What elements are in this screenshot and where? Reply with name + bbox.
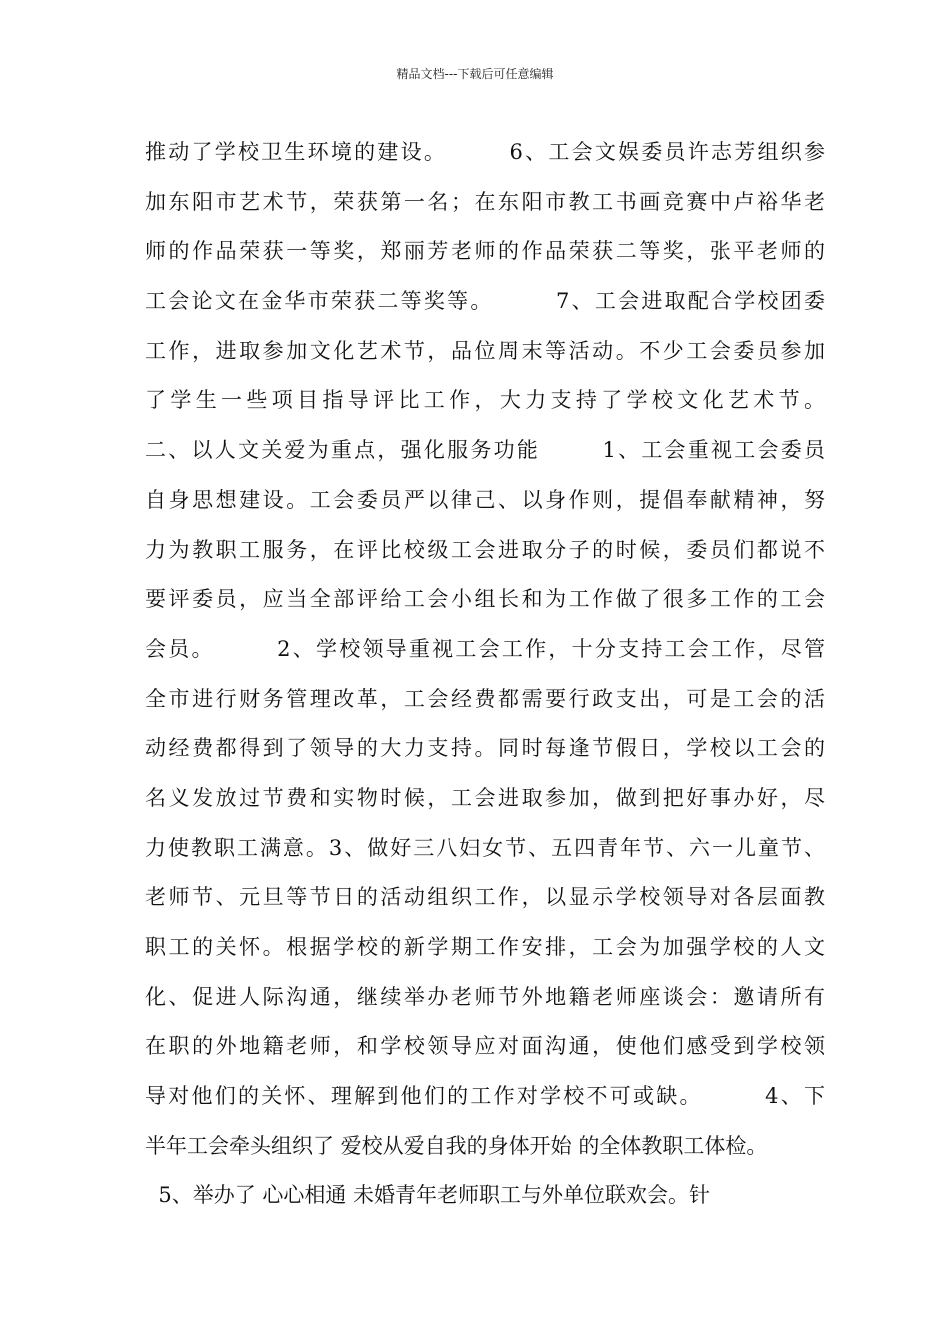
text-line: 5、举办了 心心相通 未婚青年老师职工与外单位联欢会。针: [145, 1183, 711, 1208]
text-line: 职工的关怀。根据学校的新学期工作安排，工会为加强学校的人文: [145, 935, 825, 959]
text-line: 在职的外地籍老师，和学校领导应对面沟通，使他们感受到学校领: [145, 1034, 825, 1059]
text-line: 会员。 2、学校领导重视工会工作，十分支持工会工作，尽管: [145, 636, 825, 661]
text-line: 工作，进取参加文化艺术节，品位周末等活动。不少工会委员参加: [145, 338, 825, 363]
text-line: 推动了学校卫生环境的建设。 6、工会文娱委员许志芳组织参: [145, 140, 825, 164]
text-line: 动经费都得到了领导的大力支持。同时每逢节假日，学校以工会的: [145, 736, 825, 761]
text-line: 了学生一些项目指导评比工作，大力支持了学校文化艺术节。: [145, 388, 825, 413]
text-line: 加东阳市艺术节，荣获第一名；在东阳市教工书画竞赛中卢裕华老: [145, 189, 825, 214]
text-line: 导对他们的关怀、理解到他们的工作对学校不可或缺。 4、下: [145, 1084, 825, 1109]
text-line: 半年工会牵头组织了 爱校从爱自我的身体开始 的全体教职工体检。: [145, 1133, 768, 1158]
text-line: 力为教职工服务，在评比校级工会进取分子的时候，委员们都说不: [145, 537, 825, 562]
text-line: 力使教职工满意。3、做好三八妇女节、五四青年节、六一儿童节、: [145, 835, 825, 860]
text-line: 名义发放过节费和实物时候，工会进取参加，做到把好事办好，尽: [145, 785, 825, 810]
text-line: 自身思想建设。工会委员严以律己、以身作则，提倡奉献精神，努: [145, 487, 825, 512]
body-text: [145, 128, 825, 1221]
page-header: 精品文档---下载后可任意编辑: [396, 67, 554, 81]
text-line: 要评委员，应当全部评给工会小组长和为工作做了很多工作的工会: [145, 587, 825, 612]
text-line: 二、以人文关爱为重点，强化服务功能 1、工会重视工会委员: [145, 438, 825, 463]
text-line: 化、促进人际沟通，继续举办老师节外地籍老师座谈会：邀请所有: [145, 984, 825, 1009]
text-line: 全市进行财务管理改革，工会经费都需要行政支出，可是工会的活: [145, 686, 825, 711]
text-line: 老师节、元旦等节日的活动组织工作，以显示学校领导对各层面教: [145, 885, 825, 910]
text-line: 工会论文在金华市荣获二等奖等。 7、工会进取配合学校团委: [145, 289, 825, 314]
text-line: 师的作品荣获一等奖，郑丽芳老师的作品荣获二等奖，张平老师的: [145, 239, 825, 264]
